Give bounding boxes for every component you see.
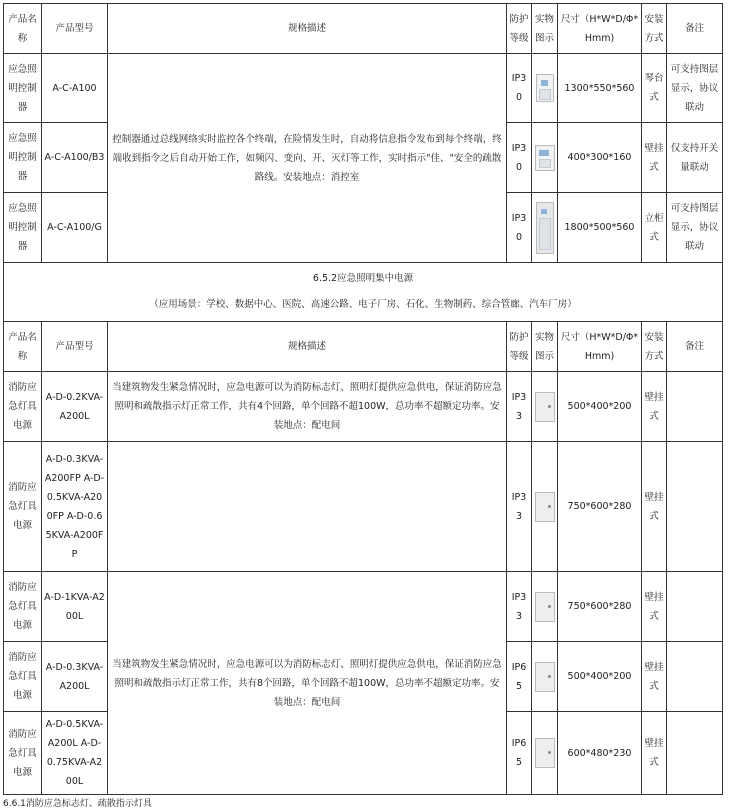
spec-description: 当建筑物发生紧急情况时，应急电源可以为消防标志灯、照明灯提供应急供电，保证消防应急照明和疏散指示灯正常工作，共有4个回路，单个回路不超100W，总功率不超额定功率。安装地点：配电间 (108, 372, 507, 442)
product-model: A-C-A100 (42, 54, 108, 123)
floor-cabinet-icon (536, 74, 554, 102)
header-note: 备注 (667, 322, 723, 372)
product-model: A-D-0.3KVA-A200L (42, 642, 108, 712)
header-image: 实物图示 (532, 322, 558, 372)
install-method: 壁挂式 (642, 642, 667, 712)
install-method: 琴台式 (642, 54, 667, 123)
product-name: 消防应急灯具电源 (4, 372, 42, 442)
install-method: 壁挂式 (642, 372, 667, 442)
table-row (4, 572, 723, 642)
install-method: 壁挂式 (642, 712, 667, 795)
dimensions: 750*600*280 (558, 442, 642, 572)
protection-level: IP30 (507, 123, 532, 193)
header-ip: 防护等级 (507, 4, 532, 54)
remark: 可支持图层显示，协议联动 (667, 54, 723, 123)
header-name: 产品名称 (4, 4, 42, 54)
protection-level: IP33 (507, 572, 532, 642)
product-name: 应急照明控制器 (4, 193, 42, 263)
product-image-cell (532, 54, 558, 123)
product-model: A-D-0.2KVA-A200L (42, 372, 108, 442)
product-model: A-C-A100/B3 (42, 123, 108, 193)
header-install: 安装方式 (642, 322, 667, 372)
product-model: A-D-0.5KVA-A200L A-D-0.75KVA-A200L (42, 712, 108, 795)
header-model: 产品型号 (42, 322, 108, 372)
product-image-cell (532, 442, 558, 572)
protection-level: IP30 (507, 193, 532, 263)
wall-panel-icon (535, 145, 555, 171)
product-image-cell (532, 642, 558, 712)
product-image-cell (532, 372, 558, 442)
product-name: 应急照明控制器 (4, 54, 42, 123)
tall-cabinet-icon (536, 202, 554, 254)
install-method: 立柜式 (642, 193, 667, 263)
spec-description-empty (108, 442, 507, 572)
dimensions: 500*400*200 (558, 372, 642, 442)
header-size: 尺寸（H*W*D/Φ*Hmm) (558, 322, 642, 372)
product-model: A-D-1KVA-A200L (42, 572, 108, 642)
header-image: 实物图示 (532, 4, 558, 54)
table-row (4, 442, 723, 572)
protection-level: IP33 (507, 372, 532, 442)
power-box-icon (535, 738, 555, 768)
protection-level: IP33 (507, 442, 532, 572)
remark: 仅支持开关量联动 (667, 123, 723, 193)
power-box-icon (535, 592, 555, 622)
header-name: 产品名称 (4, 322, 42, 372)
next-section-title: 6.6.1消防应急标志灯、疏散指示灯具 (3, 799, 152, 809)
product-model: A-D-0.3KVA-A200FP A-D-0.5KVA-A200FP A-D-0.65KVA-A200FP (42, 442, 108, 572)
section-banner-row (4, 263, 723, 322)
product-name: 消防应急灯具电源 (4, 712, 42, 795)
product-image-cell (532, 123, 558, 193)
section-scenes: （应用场景：学校、数据中心、医院、高速公路、电子厂房、石化、生物制药、综合管廊、汽车厂房） (149, 299, 577, 310)
product-name: 消防应急灯具电源 (4, 442, 42, 572)
remark (667, 442, 723, 572)
power-box-icon (535, 492, 555, 522)
header-model: 产品型号 (42, 4, 108, 54)
table-row (4, 54, 723, 123)
remark (667, 372, 723, 442)
install-method: 壁挂式 (642, 442, 667, 572)
product-image-cell (532, 712, 558, 795)
install-method: 壁挂式 (642, 572, 667, 642)
product-name: 应急照明控制器 (4, 123, 42, 193)
header-ip: 防护等级 (507, 322, 532, 372)
spec-table (3, 3, 723, 795)
header-row-1 (4, 4, 723, 54)
dimensions: 500*400*200 (558, 642, 642, 712)
header-desc: 规格描述 (108, 322, 507, 372)
protection-level: IP65 (507, 712, 532, 795)
dimensions: 1800*500*560 (558, 193, 642, 263)
header-row-2 (4, 322, 723, 372)
header-note: 备注 (667, 4, 723, 54)
product-name: 消防应急灯具电源 (4, 642, 42, 712)
header-desc: 规格描述 (108, 4, 507, 54)
section-title: 6.5.2应急照明集中电源 (312, 273, 414, 284)
install-method: 壁挂式 (642, 123, 667, 193)
product-name: 消防应急灯具电源 (4, 572, 42, 642)
remark (667, 642, 723, 712)
protection-level: IP65 (507, 642, 532, 712)
dimensions: 1300*550*560 (558, 54, 642, 123)
product-model: A-C-A100/G (42, 193, 108, 263)
protection-level: IP30 (507, 54, 532, 123)
remark (667, 572, 723, 642)
remark: 可支持图层显示，协议联动 (667, 193, 723, 263)
dimensions: 600*480*230 (558, 712, 642, 795)
spec-description: 当建筑物发生紧急情况时，应急电源可以为消防标志灯、照明灯提供应急供电，保证消防应急照明和疏散指示灯正常工作，共有8个回路，单个回路不超100W，总功率不超额定功率。安装地点：配电间 (108, 572, 507, 795)
header-size: 尺寸（H*W*D/Φ*Hmm) (558, 4, 642, 54)
product-image-cell (532, 193, 558, 263)
remark (667, 712, 723, 795)
table-row (4, 372, 723, 442)
product-image-cell (532, 572, 558, 642)
header-install: 安装方式 (642, 4, 667, 54)
dimensions: 750*600*280 (558, 572, 642, 642)
power-box-icon (535, 392, 555, 422)
dimensions: 400*300*160 (558, 123, 642, 193)
spec-description: 控制器通过总线网络实时监控各个终端，在险情发生时，自动将信息指令发布到每个终端，终端收到指令之后自动开始工作，如频闪、变向、开、灭灯等工作，实时指示"佳、"安全的疏散路线。安装地点：消控室 (108, 54, 507, 263)
power-box-icon (535, 662, 555, 692)
section-banner (4, 263, 723, 322)
